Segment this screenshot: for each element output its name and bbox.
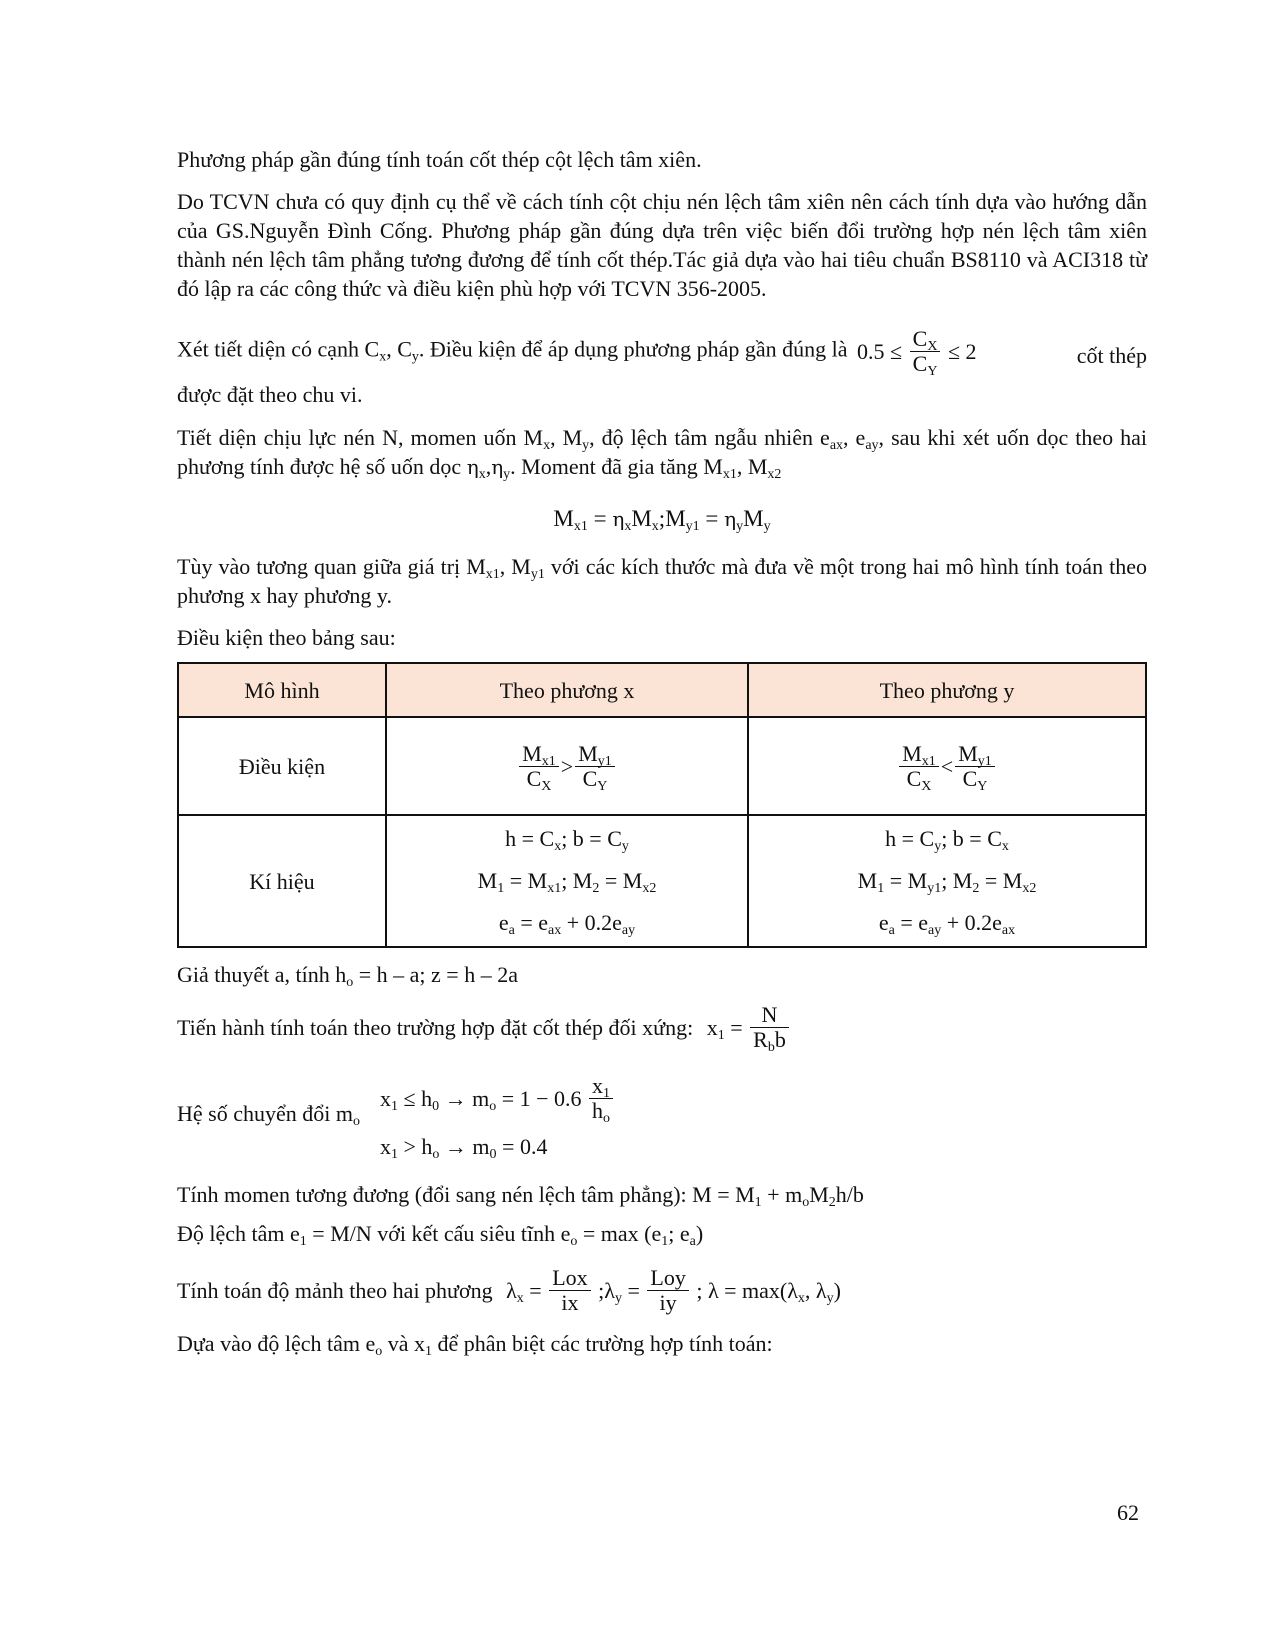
loads-paragraph: Tiết diện chịu lực nén N, momen uốn $M_x$, $M_y$, độ lệch tâm ngẫu nhiên $e_{ax}$, $e_{ay}$, sau khi xét uốn dọc theo hai phương tính được hệ số uốn dọc $\eta_x,\eta_y$. Moment đã gia tăng $M_{x1}$, $M_{x2}$ (177, 425, 1148, 482)
conversion-case-1: $x_1 \le h_0 \to m_o = 1 - 0.6$ $\frac{x_1}{h_o}$ (380, 1074, 615, 1123)
intro-paragraph: Do TCVN chưa có quy định cụ thể về cách tính cột chịu nén lệch tâm xiên nên cách tính dựa vào hướng dẫn của GS.Nguyễn Đình Cống. Phương pháp gần đúng dựa trên việc biến đổi trường hợp nén lệch tâm xiên thành nén lệch tâm phẳng tương đương để tính cốt thép.Tác giả dựa vào hai tiêu chuẩn BS8110 và ACI318 từ đó lập ra các công thức và điều kiện phù hợp với TCVN 356-2005. (177, 189, 1147, 301)
header-direction-x: Theo phương x (386, 663, 748, 717)
moment-formula: $M_{x1}$ = $\eta_xM_x;M_{y1} = \eta_yM_y$ (553, 506, 771, 534)
conversion-block: Hệ số chuyển đổi $m_o$ $x_1 \le h_0 \to m_o = 1 - 0.6$ $\frac{x_1}{h_o}$ $x_1 > h_o \to m_0 = 0.4$ (177, 1074, 1147, 1162)
document-page (177, 145, 1147, 1358)
closing-line: Dựa vào độ lệch tâm $e_o$ và $x_1$ để phân biệt các trường hợp tính toán: (177, 1331, 773, 1359)
header-model: Mô hình (178, 663, 386, 717)
y-condition-cell: $\frac{M_{x1}}{C_X}$ < $\frac{M_{y1}}{C_Y}$ (748, 717, 1146, 815)
eta-y-symbol: η (491, 455, 504, 479)
page-number: 62 (1117, 1500, 1139, 1525)
conversion-case-2: $x_1 > h_o \to m_0 = 0.4$ (380, 1134, 548, 1162)
condition-paragraph-end: được đặt theo chu vi. (177, 382, 363, 407)
x-condition-cell: $\frac{M_{x1}}{C_X}$ > $\frac{M_{y1}}{C_Y}$ (386, 717, 748, 815)
row-label-condition: Điều kiện (178, 717, 386, 815)
eccentricity-line: Độ lệch tâm $e_1 = M/N$ với kết cấu siêu tĩnh $e_o = \max (e_1$; $e_a$) (177, 1221, 704, 1249)
condition-paragraph: Xét tiết diện có cạnh $C_x$, $C_y$. Điều kiện để áp dụng phương pháp gần đúng là 0.5 ≤ $\frac{C_X}{C_Y}$ ≤ 2 cốt thép (177, 326, 1147, 379)
choose-model-paragraph: Tùy vào tương quan giữa giá trị $M_{x1}$, $M_{y1}$ với các kích thước mà đưa về một trong hai mô hình tính toán theo phương x hay phương y. (177, 554, 1147, 608)
x-notation-cell: $h = C_x$; $b = C_y$ $M_1 = M_{x1}$; $M_2 = M_{x2}$ $e_a = e_{ax} + 0.2e_{ay}$ (386, 815, 748, 947)
y-notation-cell: $h = C_y$; $b = C_x$ $M_1 = M_{y1}$; $M_2 = M_{x2}$ $e_a = e_{ay} + 0.2e_{ax}$ (748, 815, 1146, 947)
row-label-notation: Kí hiệu (178, 815, 386, 947)
header-direction-y: Theo phương y (748, 663, 1146, 717)
eta-x-symbol: η (466, 455, 479, 479)
slenderness-line: Tính toán độ mảnh theo hai phương $\lambda_x$ = $\frac{\text{Lox}}{ix}$ $;\lambda_y$ = $\frac{\text{Loy}}{iy}$ ; $\lambda = \max(\lambda_x$, $\lambda_y$) (177, 1265, 841, 1315)
table-intro: Điều kiện theo bảng sau: (177, 625, 396, 650)
assumption-line: Giả thuyết a, tính $h_o = h - a$; z = h – 2a (177, 962, 518, 990)
condition-table (177, 662, 1147, 948)
x1-fraction: $\frac{N}{R_bb}$ (750, 1003, 789, 1052)
ratio-formula: 0.5 ≤ $\frac{C_X}{C_Y}$ ≤ 2 (857, 326, 977, 379)
table-row-condition (178, 717, 1146, 815)
cx-cy-fraction: $\frac{C_X}{C_Y}$ (910, 327, 941, 376)
table-header-row (178, 663, 1146, 717)
equivalent-moment-line: Tính momen tương đương (đổi sang nén lệch tâm phẳng): $M = M_1 + m_oM_2h/b$ (177, 1182, 864, 1210)
table-row-notation (178, 815, 1146, 947)
section-heading: Phương pháp gần đúng tính toán cốt thép cột lệch tâm xiên. (177, 147, 702, 172)
symmetric-steel-line: Tiến hành tính toán theo trường hợp đặt cốt thép đối xứng: $x_1$ = $\frac{N}{R_bb}$ (177, 1003, 1147, 1052)
